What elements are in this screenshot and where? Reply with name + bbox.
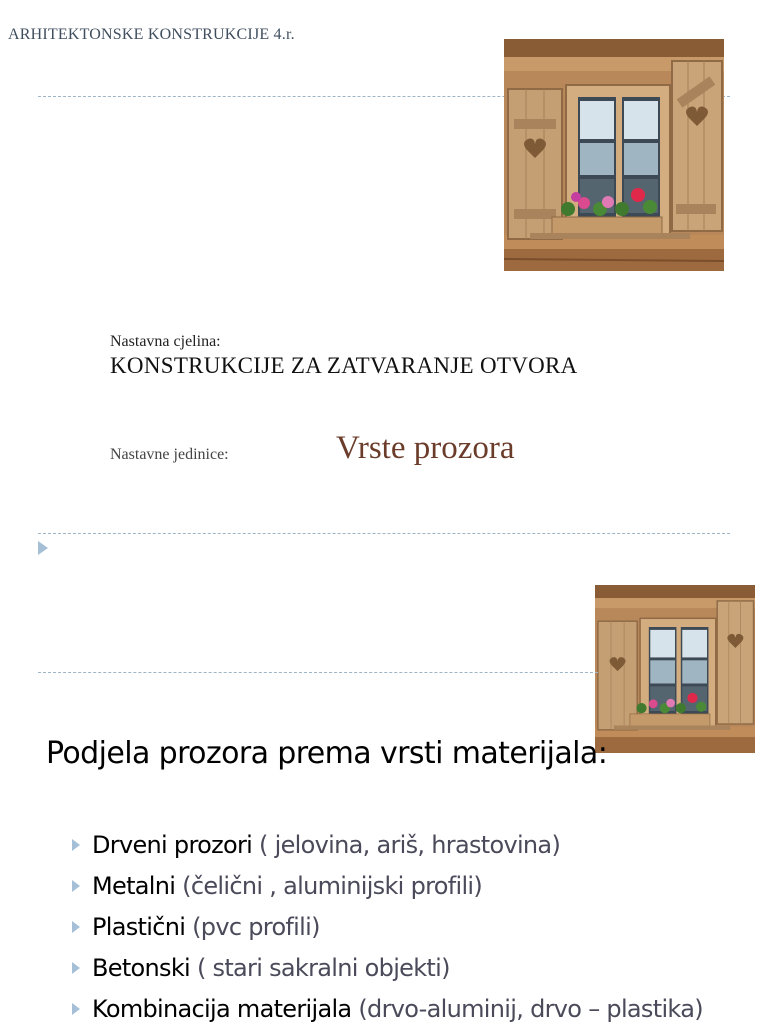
bullet-icon <box>72 962 80 974</box>
bullet-icon <box>72 839 80 851</box>
lessons-label: Nastavne jedinice: <box>110 446 229 463</box>
material-list <box>72 825 703 1030</box>
list-item <box>72 825 703 866</box>
unit-title: KONSTRUKCIJE ZA ZATVARANJE OTVORA <box>110 353 578 378</box>
list-item <box>72 866 703 907</box>
item-detail: (pvc profili) <box>185 913 320 941</box>
slide2-divider <box>38 672 598 673</box>
slide2-title: Podjela prozora prema vrsti materijala: <box>46 736 608 771</box>
lesson-title: Vrste prozora <box>336 430 515 466</box>
item-main: Metalni <box>92 872 176 900</box>
item-detail: ( jelovina, ariš, hrastovina) <box>252 831 561 859</box>
wooden-window-photo-small <box>595 585 755 753</box>
presentation-header: ARHITEKTONSKE KONSTRUKCIJE 4.r. <box>8 26 295 43</box>
list-item <box>72 907 703 948</box>
item-main: Drveni prozori <box>92 831 253 859</box>
unit-label: Nastavna cjelina: <box>110 333 221 350</box>
item-main: Betonski <box>92 954 191 982</box>
footer-divider <box>38 533 730 534</box>
bullet-icon <box>72 1003 80 1015</box>
list-item <box>72 948 703 989</box>
item-detail: (drvo-aluminij, drvo – plastika) <box>351 995 703 1023</box>
item-main: Kombinacija materijala <box>92 995 352 1023</box>
bullet-icon <box>72 921 80 933</box>
item-detail: (čelični , aluminijski profili) <box>175 872 483 900</box>
slide-marker-icon <box>38 541 48 555</box>
item-detail: ( stari sakralni objekti) <box>190 954 450 982</box>
bullet-icon <box>72 880 80 892</box>
wooden-window-photo <box>504 39 724 271</box>
item-main: Plastični <box>92 913 186 941</box>
